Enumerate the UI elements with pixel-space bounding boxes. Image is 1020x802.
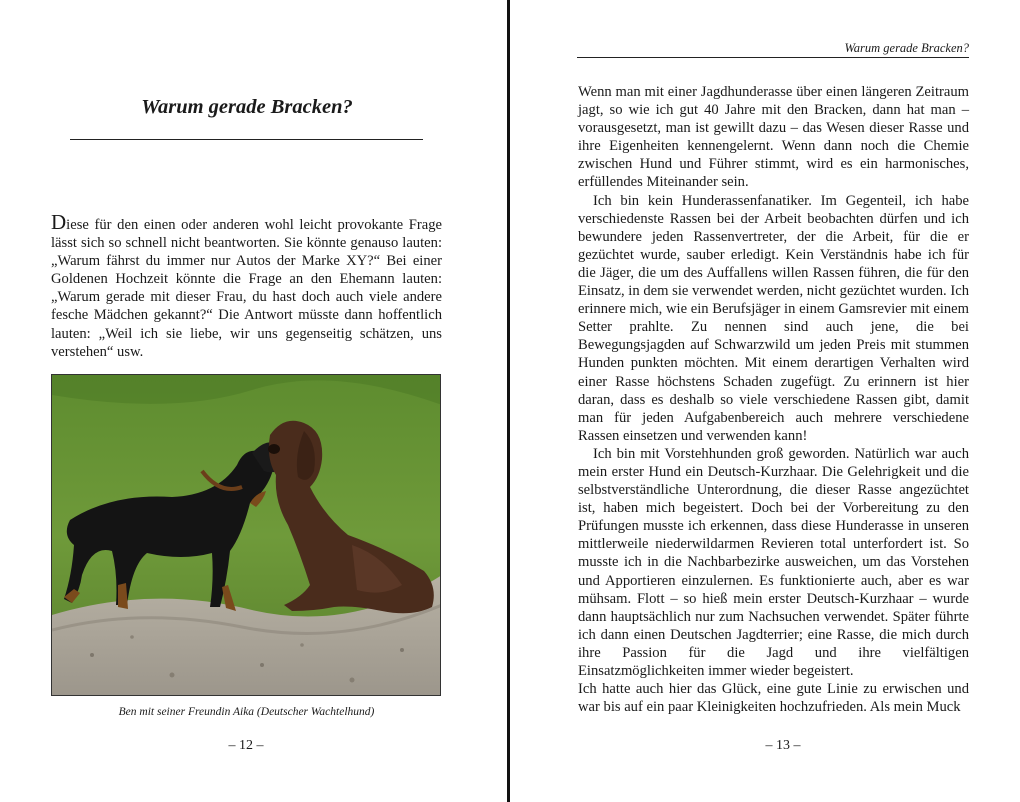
left-page: [0, 0, 508, 802]
running-head-divider: [577, 57, 969, 58]
drop-cap: D: [51, 210, 67, 234]
running-head: Warum gerade Bracken?: [844, 41, 969, 55]
intro-paragraph: [51, 210, 442, 361]
intro-text: iese für den einen oder anderen wohl leicht provokante Frage lässt sich so schnell nicht beantworten. Sie könnte genauso lauten: „Warum fährst du immer nur Autos der Marke XY?“ Bei einer Goldenen Hochzeit könnte die Frage an den Ehemann lauten: „Warum gerade mit dieser Frau, du hast doch auch viele andere fesche Mädchen gekannt?“ Die Antwort müsste dann hoffentlich lauten: „Weil ich sie liebe, wir uns gegenseitig schätzen, uns verstehen“ usw.: [51, 217, 442, 360]
paragraph: Wenn man mit einer Jagdhunderasse über einen längeren Zeitraum jagt, so wie ich gut 40 Jahre mit den Bracken, dann hat man – vorausgesetzt, man ist gewillt dazu – das Wesen dieser Rasse und ihre Eigenheiten kennengelernt. Wenn dann noch die Chemie zwischen Hund und Führer stimmt, wird es ein harmonisches, erfüllendes Miteinander sein.: [578, 84, 969, 191]
page-gutter: [507, 0, 510, 802]
page-number-left: – 12 –: [228, 738, 264, 753]
chapter-title: Warum gerade Bracken?: [141, 96, 353, 118]
right-page: [511, 0, 1020, 802]
paragraph: Ich bin mit Vorstehhunden groß geworden. Natürlich war auch mein erster Hund ein Deutsch-Kurzhaar. Die Gelehrigkeit und die selbstverständliche Unterordnung, die dieser Rasse angezüchtet ist, haben mich begeistert. Doch bei der Vorbereitung zu den Prüfungen musste ich erkennen, dass diese Hunderasse in unseren mittlerweile niederwildarmen Revieren total unterfordert ist. So musste ich in die Nachbarbezirke ausweichen, um das Vorstehen und Apportieren einzulernen. Es funktionierte auch, aber es war mühsam. Flott – so hieß mein erster Deutsch-Kurzhaar – wurde dann hauptsächlich nur zum Nachsuchen verwendet. Später führte ich dann einen Deutschen Jagdterrier; eine Rasse, die mich durch ihre Passion für die Jagd und ihre vielfältigen Einsatzmöglichkeiten immer wieder begeistert.: [578, 445, 969, 679]
photo-caption: Ben mit seiner Freundin Aika (Deutscher Wachtelhund): [118, 706, 375, 718]
body-text: [578, 83, 969, 716]
title-divider: [70, 139, 423, 140]
paragraph: Ich hatte auch hier das Glück, eine gute Linie zu erwischen und war bis auf ein paar Kleinigkeiten hochzufrieden. Als mein Muck: [578, 681, 969, 716]
page-number-right: – 13 –: [765, 738, 801, 753]
dogs-photo: [51, 374, 441, 696]
paragraph: Ich bin kein Hunderassenfanatiker. Im Gegenteil, ich habe verschiedenste Rassen bei der Arbeit beobachten dürfen und ich bewundere jeden Rassenvertreter, der die Arbeit, für die er gezüchtet wurde, sauber erledigt. Kein Verständnis habe ich für die Jäger, die um des Auffallens willen Rassen führen, die für den Einsatz, in dem sie verwendet werden, nicht gezüchtet wurden. Ich erinnere mich, wie ein Berufsjäger in einem Gamsrevier mit einem Setter prahlte. Zu nennen sind auch jene, die bei Bewegungsjagden auf Schwarzwild um jeden Preis mit stummen Hunden punkten möchten. Mit einem derartigen Verhalten wird einer Rasse höchstens Schaden zugefügt. Zu erinnern ist hier daran, dass es deshalb so viele verschiedene Rassen gibt, damit man für jeden Aufgabenbereich auch mehrere verschiedene Rassen einsetzen und verwenden kann!: [578, 192, 969, 444]
